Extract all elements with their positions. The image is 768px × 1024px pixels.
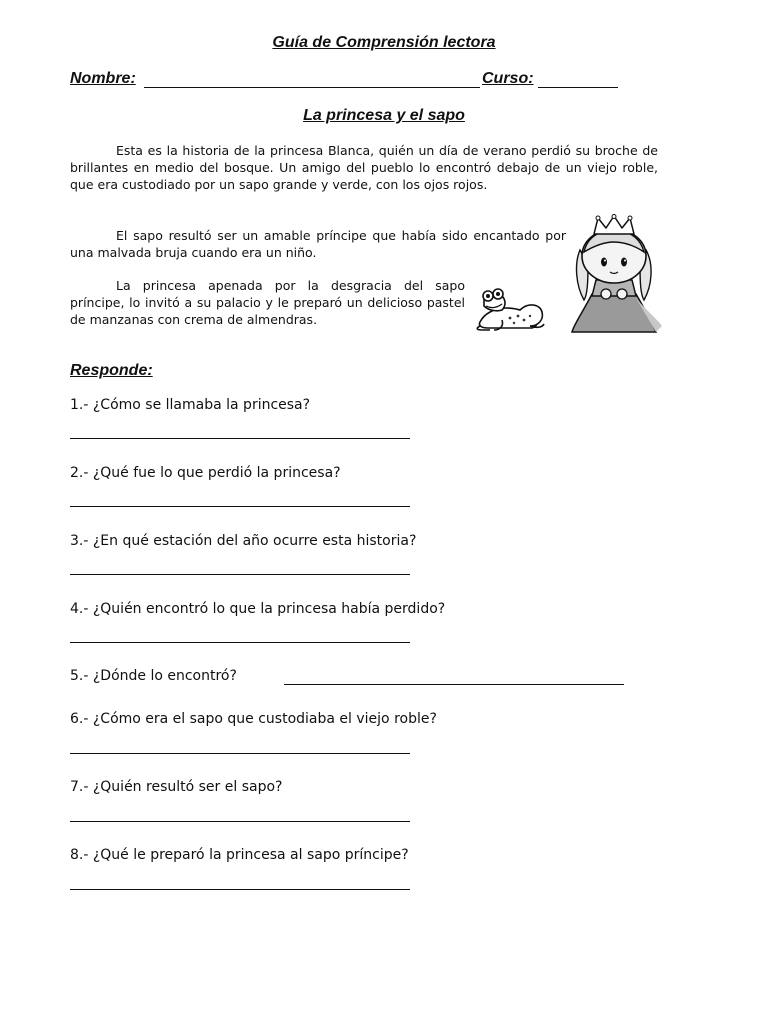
question-2: 2.- ¿Qué fue lo que perdió la princesa? [70,465,341,481]
answer-line-8[interactable] [70,889,410,890]
story-paragraph-2: El sapo resultó ser un amable príncipe que había sido encantado por una malvada bruja cuando era un niño. [70,228,566,260]
frog-illustration [474,286,548,332]
story-title: La princesa y el sapo [303,107,465,124]
question-7: 7.- ¿Quién resultó ser el sapo? [70,779,283,795]
answer-line-7[interactable] [70,821,410,822]
questions-heading: Responde: [70,362,153,379]
question-1: 1.- ¿Cómo se llamaba la princesa? [70,397,311,413]
question-4: 4.- ¿Quién encontró lo que la princesa había perdido? [70,601,446,617]
worksheet-title: Guía de Comprensión lectora [272,34,496,51]
answer-line-4[interactable] [70,642,410,643]
answer-line-3[interactable] [70,574,410,575]
question-3: 3.- ¿En qué estación del año ocurre esta historia? [70,533,417,549]
course-answer-line[interactable] [538,87,618,88]
question-5: 5.- ¿Dónde lo encontró? [70,668,237,684]
answer-line-2[interactable] [70,506,410,507]
story-paragraph-3: La princesa apenada por la desgracia del sapo príncipe, lo invitó a su palacio y le preparó un delicioso pastel de manzanas con crema de almendras. [70,278,465,327]
student-info-row [70,70,618,90]
course-label: Curso: [482,70,534,87]
answer-line-5[interactable] [284,684,624,685]
question-8: 8.- ¿Qué le preparó la princesa al sapo príncipe? [70,847,409,863]
answer-line-6[interactable] [70,753,410,754]
name-answer-line[interactable] [144,87,480,88]
princess-illustration [566,214,662,338]
name-label: Nombre: [70,70,136,87]
question-6: 6.- ¿Cómo era el sapo que custodiaba el viejo roble? [70,711,437,727]
story-paragraph-1: Esta es la historia de la princesa Blanca, quién un día de verano perdió su broche de brillantes en medio del bosque. Un amigo del pueblo lo encontró debajo de un viejo roble, que era custodiado por un sapo grande y verde, con los ojos rojos. [70,143,658,192]
answer-line-1[interactable] [70,438,410,439]
